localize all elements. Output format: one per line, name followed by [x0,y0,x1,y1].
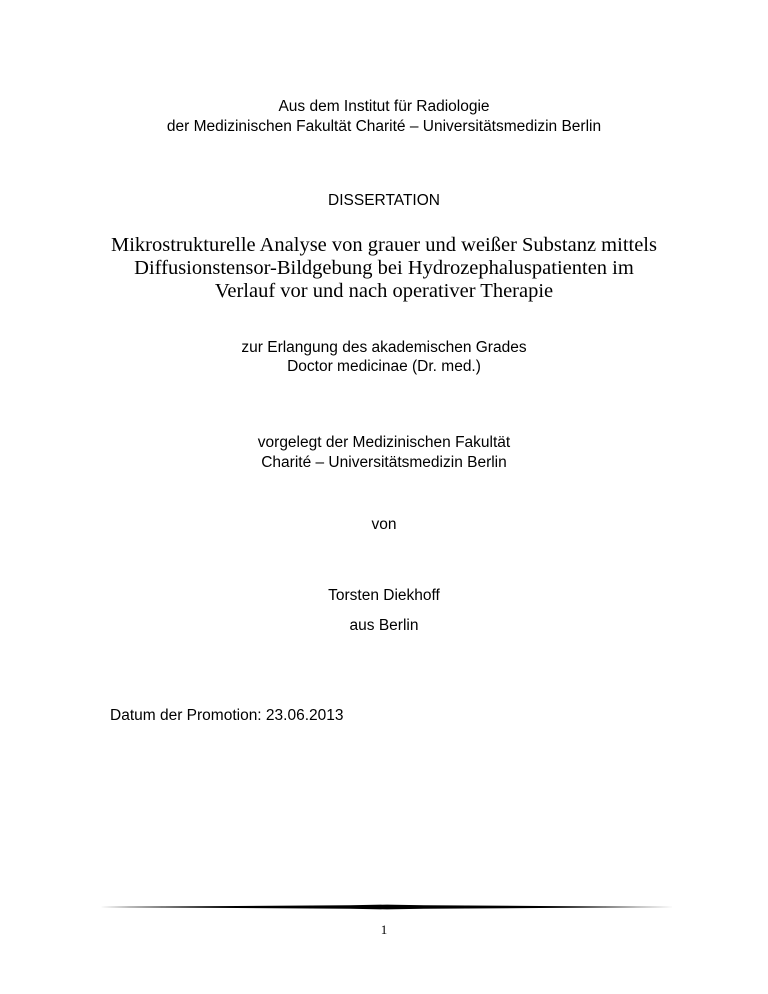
document-type: DISSERTATION [328,192,440,209]
promotion-date: Datum der Promotion: 23.06.2013 [110,707,344,724]
title-line-1: Mikrostrukturelle Analyse von grauer und weißer Substanz mittels [111,234,657,256]
submitted-line-1: vorgelegt der Medizinischen Fakultät [257,434,511,451]
author-origin: aus Berlin [349,617,419,634]
footer-divider [100,903,674,911]
institution-line-2: der Medizinischen Fakultät Charité – Universitätsmedizin Berlin [166,118,602,135]
degree-line-1: zur Erlangung des akademischen Grades [241,339,527,356]
institution-line-1: Aus dem Institut für Radiologie [278,98,490,115]
by-label: von [371,516,397,533]
title-line-2: Diffusionstensor-Bildgebung bei Hydrozephaluspatienten im [134,257,634,279]
submitted-line-2: Charité – Universitätsmedizin Berlin [261,454,507,471]
title-line-3: Verlauf vor und nach operativer Therapie [214,280,554,302]
author-name: Torsten Diekhoff [328,587,440,604]
page-number: 1 [380,922,388,937]
degree-line-2: Doctor medicinae (Dr. med.) [287,358,481,375]
